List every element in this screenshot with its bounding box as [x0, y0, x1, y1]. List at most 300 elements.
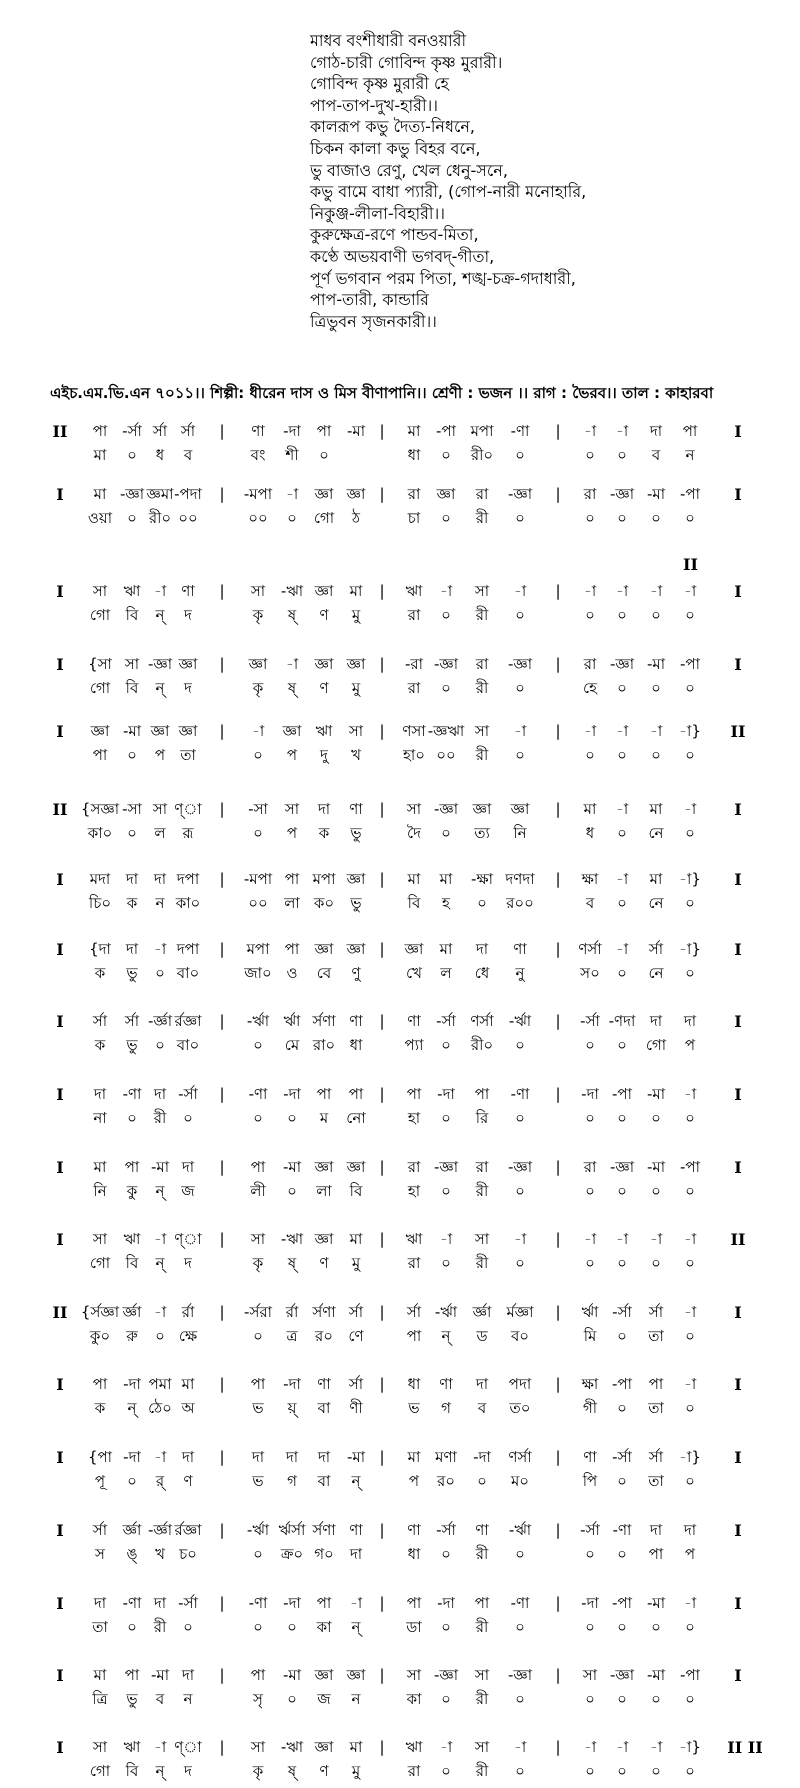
beat-divider: | — [555, 1375, 561, 1393]
lyric-syllable: চ০ — [179, 1545, 197, 1563]
beat-divider: | — [555, 1448, 561, 1466]
lyric-syllable: খ — [351, 746, 361, 764]
lyric-syllable: ০ — [319, 446, 329, 464]
lyric-syllable: ০ — [477, 1472, 487, 1490]
swara-note: দা — [125, 940, 139, 958]
swara-note: ণা — [181, 582, 195, 600]
swara-note: সা — [250, 1230, 266, 1248]
lyric-syllable: মা — [93, 446, 107, 464]
lyric-syllable: ব — [585, 894, 595, 912]
swara-note: {সা — [88, 655, 112, 673]
bar-line-end: I — [734, 870, 742, 889]
lyric-syllable: ০ — [617, 894, 627, 912]
lyric-syllable: ০ — [651, 1109, 661, 1127]
swara-note: -জ্ঞা — [433, 655, 459, 673]
swara-note: মদা — [89, 870, 111, 888]
lyric-line: ভু বাজাও রেণু, খেল ধেনু-সনে, — [310, 160, 508, 180]
lyric-syllable: লা — [284, 894, 300, 912]
swara-note: -র্ঋা — [246, 1012, 270, 1030]
lyric-syllable: ০ — [253, 1109, 263, 1127]
swara-note: ণা — [583, 1448, 597, 1466]
lyric-syllable: ধা — [349, 1036, 363, 1054]
swara-note: মা — [583, 800, 597, 818]
swara-note: র্ঋর্সা — [278, 1521, 306, 1539]
lyric-syllable: ০ — [685, 1618, 695, 1636]
bar-line-start: I — [56, 722, 64, 741]
lyric-syllable: প — [684, 1036, 696, 1054]
lyric-syllable: ০ — [127, 824, 137, 842]
notation-row — [0, 1230, 800, 1276]
swara-note: ক্ষা — [581, 1375, 599, 1393]
swara-note: -দা — [581, 1594, 599, 1612]
swara-note: জ্ঞা — [248, 655, 268, 673]
notation-row — [0, 655, 800, 701]
swara-note: -া} — [679, 1448, 701, 1466]
lyric-syllable: ০ — [651, 1762, 661, 1780]
lyric-syllable: বা — [317, 1472, 331, 1490]
lyric-syllable: লা — [316, 1182, 332, 1200]
swara-note: পা — [250, 1158, 266, 1176]
lyric-syllable: দ — [184, 679, 192, 697]
swara-note: -ণা — [248, 1594, 268, 1612]
lyric-syllable: ম — [319, 1109, 329, 1127]
swara-note: জ্ঞা — [314, 582, 334, 600]
beat-divider: | — [219, 800, 225, 818]
lyric-syllable: ০ — [617, 1254, 627, 1272]
lyric-syllable: বি — [349, 1182, 363, 1200]
lyric-syllable: তা — [648, 1399, 664, 1417]
lyric-syllable: ০ — [651, 746, 661, 764]
swara-note: -ণা — [510, 1085, 530, 1103]
lyric-syllable: ০ — [617, 509, 627, 527]
lyric-syllable: রা — [407, 1762, 421, 1780]
lyric-syllable: দ — [184, 1254, 192, 1272]
lyric-syllable: প — [408, 1472, 420, 1490]
lyric-syllable: রী — [475, 1545, 489, 1563]
swara-note: জ্ঞা — [346, 940, 366, 958]
lyric-syllable: কা০ — [87, 824, 113, 842]
lyric-syllable: রী — [475, 1690, 489, 1708]
lyric-syllable: ভ — [252, 1472, 264, 1490]
swara-note: -া — [153, 582, 167, 600]
swara-note: জ্ঞা — [404, 940, 424, 958]
bar-line-end: I — [734, 1594, 742, 1613]
swara-note: র্সণা — [312, 1303, 336, 1321]
swara-note: -া — [583, 722, 597, 740]
notation-row — [0, 1666, 800, 1712]
lyric-syllable: ত০ — [509, 1399, 531, 1417]
bar-line-end: I — [734, 582, 742, 601]
lyric-syllable: ০ — [617, 1182, 627, 1200]
lyric-syllable: ০ — [441, 1545, 451, 1563]
swara-note: -া — [153, 1448, 167, 1466]
beat-divider: | — [555, 1738, 561, 1756]
lyric-line: কুরুক্ষেত্র-রণে পান্ডব-মিতা, — [310, 225, 479, 245]
lyric-syllable: ০ — [685, 746, 695, 764]
swara-note: র্জ্ঞা — [122, 1521, 142, 1539]
lyric-syllable: ০ — [441, 1690, 451, 1708]
swara-note: -ণা — [612, 1521, 632, 1539]
lyric-syllable: ০ — [287, 1618, 297, 1636]
lyric-syllable: ০ — [155, 1327, 165, 1345]
swara-note: ণা — [317, 1375, 331, 1393]
lyric-syllable: ক — [94, 1036, 106, 1054]
swara-note: পা — [316, 422, 332, 440]
swara-note: -দা — [123, 1375, 141, 1393]
lyric-syllable: ণী — [349, 1399, 363, 1417]
beat-divider: | — [379, 722, 385, 740]
bar-line-end: II — [730, 722, 746, 741]
lyric-syllable: নি — [513, 824, 527, 842]
swara-note: পা — [406, 1085, 422, 1103]
lyric-syllable: ০ — [515, 1254, 525, 1272]
beat-divider: | — [379, 485, 385, 503]
beat-divider: | — [219, 940, 225, 958]
swara-note: পা — [682, 422, 698, 440]
swara-note: ঋা — [405, 1738, 423, 1756]
swara-note: -া — [583, 582, 597, 600]
lyric-syllable: চি০ — [88, 894, 112, 912]
lyric-syllable: ড — [476, 1327, 488, 1345]
lyric-syllable: দ — [184, 606, 192, 624]
lyric-syllable: ০ — [617, 1327, 627, 1345]
swara-note: মণা — [435, 1448, 457, 1466]
beat-divider: | — [219, 1594, 225, 1612]
swara-note: -া — [153, 1303, 167, 1321]
lyric-syllable: ০ — [515, 1109, 525, 1127]
lyric-syllable: ০ — [617, 964, 627, 982]
lyric-syllable: রা — [407, 679, 421, 697]
swara-note: সা — [406, 1666, 422, 1684]
beat-divider: | — [219, 1375, 225, 1393]
swara-note: সা — [474, 722, 490, 740]
lyric-line: গোঠ-চারী গোবিন্দ কৃষ্ণ মুরারী। — [310, 52, 503, 72]
swara-note: -ণদা — [608, 1012, 636, 1030]
lyric-syllable: ০ — [685, 964, 695, 982]
bar-line-start: I — [56, 1666, 64, 1685]
swara-note: জ্ঞা — [90, 722, 110, 740]
lyric-syllable: ০ — [441, 824, 451, 842]
lyric-syllable: গী — [582, 1399, 598, 1417]
swara-note: -জ্ঞা — [433, 800, 459, 818]
bar-line-start: I — [56, 1230, 64, 1249]
swara-note: -া — [285, 655, 299, 673]
swara-note: -র্সা — [580, 1012, 600, 1030]
lyric-syllable: ০ — [617, 1618, 627, 1636]
lyric-syllable: গো — [89, 1254, 111, 1272]
lyric-line: কভু বামে বাধা প্যারী, (গোপ-নারী মনোহারি, — [310, 182, 587, 202]
lyric-syllable: ০ — [515, 1182, 525, 1200]
swara-note: -া — [683, 1594, 697, 1612]
swara-note: ঋা — [405, 582, 423, 600]
lyric-syllable: ০ — [585, 1618, 595, 1636]
swara-note: -জ্ঞা — [507, 655, 533, 673]
lyric-syllable: বি — [125, 679, 139, 697]
lyric-line: নিকুঞ্জ-লীলা-বিহারী।। — [310, 203, 445, 223]
lyric-syllable: নে — [648, 964, 664, 982]
lyric-syllable: য়্ — [287, 1399, 297, 1417]
swara-note: জ্ঞা — [314, 1230, 334, 1248]
swara-note: পা — [406, 1594, 422, 1612]
lyric-syllable: ০ — [127, 1109, 137, 1127]
lyric-syllable: ব — [477, 1399, 487, 1417]
bar-line-end: I — [734, 1448, 742, 1467]
swara-note: রা — [407, 485, 421, 503]
lyric-syllable: না — [93, 1109, 107, 1127]
swara-note: র্মজ্ঞা — [506, 1303, 534, 1321]
swara-note: -া — [683, 1303, 697, 1321]
lyric-syllable: ন — [155, 894, 165, 912]
lyric-syllable: ব — [155, 1690, 165, 1708]
swara-note: সা — [250, 1738, 266, 1756]
swara-note: দা — [475, 940, 489, 958]
swara-note: রা — [475, 485, 489, 503]
swara-note: -র্সা — [178, 1594, 198, 1612]
swara-note: -র্সরা — [244, 1303, 272, 1321]
swara-note: -জ্ঞঋা — [427, 722, 465, 740]
swara-note: দা — [181, 1448, 195, 1466]
beat-divider: | — [555, 1230, 561, 1248]
notation-row — [0, 1521, 800, 1567]
lyric-syllable: বা — [317, 1399, 331, 1417]
swara-note: -া — [615, 722, 629, 740]
lyric-syllable: বি — [407, 894, 421, 912]
lyric-syllable: প — [286, 824, 298, 842]
lyric-syllable: জ — [181, 1182, 195, 1200]
swara-note: ঋা — [123, 1230, 141, 1248]
bar-line-end: I — [734, 485, 742, 504]
swara-note: -া — [649, 722, 663, 740]
swara-note: -মা — [346, 1448, 366, 1466]
lyric-syllable: নু — [515, 964, 525, 982]
lyric-syllable: ০ — [441, 1182, 451, 1200]
swara-note: জ্ঞা — [346, 870, 366, 888]
swara-note: -জ্ঞা — [609, 1158, 635, 1176]
lyric-syllable: ০ — [585, 606, 595, 624]
lyric-syllable: গো — [89, 1762, 111, 1780]
notation-row — [0, 1012, 800, 1058]
bar-line-start: II — [52, 422, 68, 441]
beat-divider: | — [379, 582, 385, 600]
lyric-syllable: ০ — [287, 1109, 297, 1127]
swara-note: র্রজ্ঞা — [174, 1521, 202, 1539]
lyric-syllable: গো — [89, 606, 111, 624]
swara-note: -জ্ঞা — [433, 1666, 459, 1684]
swara-note: ঋা — [123, 1738, 141, 1756]
lyric-syllable: বি — [125, 606, 139, 624]
swara-note: র্সা — [92, 1521, 108, 1539]
lyric-syllable: ০ — [127, 746, 137, 764]
swara-note: -া — [513, 722, 527, 740]
swara-note: -র্জ্ঞা — [147, 1521, 173, 1539]
swara-note: সা — [474, 1738, 490, 1756]
swara-note: -মা — [646, 1085, 666, 1103]
swara-note: সা — [582, 1666, 598, 1684]
swara-note: জ্ঞা — [178, 655, 198, 673]
notation-row — [0, 940, 800, 986]
lyric-syllable: ০ — [651, 1254, 661, 1272]
swara-note: দা — [475, 1375, 489, 1393]
swara-note: -া — [615, 1738, 629, 1756]
lyric-line: পাপ-তারী, কান্ডারি — [310, 290, 429, 310]
swara-note: দা — [649, 422, 663, 440]
lyric-syllable: হে — [583, 679, 597, 697]
swara-note: -া — [615, 422, 629, 440]
lyric-syllable: ০ — [585, 1545, 595, 1563]
lyric-syllable: গ — [441, 1399, 451, 1417]
beat-divider: | — [379, 1738, 385, 1756]
swara-note: ণা — [349, 1012, 363, 1030]
lyric-syllable: ০ — [617, 824, 627, 842]
swara-note: দা — [93, 1594, 107, 1612]
swara-note: -া — [683, 1375, 697, 1393]
lyric-syllable: ০ — [617, 1472, 627, 1490]
lyric-syllable: ০ — [585, 1182, 595, 1200]
swara-note: -মপা — [243, 485, 273, 503]
lyric-syllable: রা — [407, 1254, 421, 1272]
swara-note: -মা — [646, 485, 666, 503]
bar-line-start: I — [56, 1594, 64, 1613]
swara-note: -মা — [282, 1666, 302, 1684]
swara-note: -পা — [436, 422, 456, 440]
swara-note: -া — [615, 870, 629, 888]
lyric-syllable: রা — [407, 606, 421, 624]
swara-note: পা — [92, 422, 108, 440]
swara-note: পা — [250, 1666, 266, 1684]
swara-note: র্জ্ঞা — [122, 1303, 142, 1321]
lyric-syllable: ন — [685, 446, 695, 464]
swara-note: -পা — [612, 1375, 632, 1393]
beat-divider: | — [379, 1085, 385, 1103]
swara-note: ণসা — [402, 722, 426, 740]
bar-line-end: I — [734, 800, 742, 819]
swara-note: -জ্ঞা — [507, 1666, 533, 1684]
swara-note: -া} — [679, 870, 701, 888]
lyric-syllable: রী — [475, 746, 489, 764]
swara-note: র্সণা — [312, 1012, 336, 1030]
lyric-syllable: ০ — [441, 679, 451, 697]
swara-note: -দা — [123, 1448, 141, 1466]
lyric-syllable: পি — [582, 1472, 598, 1490]
swara-note: ণর্সা — [578, 940, 602, 958]
lyric-syllable: বি — [125, 1762, 139, 1780]
lyric-syllable: ০ — [515, 746, 525, 764]
lyric-syllable: ০ — [127, 1618, 137, 1636]
swara-note: -া — [285, 485, 299, 503]
lyric-syllable: রী০ — [470, 1036, 494, 1054]
swara-note: -ঋা — [280, 1738, 304, 1756]
lyric-syllable: ০ — [685, 606, 695, 624]
lyric-syllable: হা — [407, 1182, 421, 1200]
lyric-syllable: র্ — [155, 1472, 165, 1490]
swara-note: র্রা — [285, 1303, 299, 1321]
lyric-syllable: বং — [250, 446, 266, 464]
lyric-syllable: ০ — [183, 1618, 193, 1636]
swara-note: ক্ষা — [581, 870, 599, 888]
lyric-syllable: কু০ — [89, 1327, 111, 1345]
swara-note: -া} — [679, 722, 701, 740]
lyric-syllable: ০০ — [248, 894, 268, 912]
swara-note: -র্জ্ঞা — [147, 1012, 173, 1030]
swara-note: -া — [439, 1738, 453, 1756]
lyric-syllable: রি — [475, 1109, 489, 1127]
swara-note: মা — [407, 870, 421, 888]
swara-note: -জ্ঞা — [507, 1158, 533, 1176]
swara-note: মা — [93, 485, 107, 503]
lyric-syllable: ০ — [685, 1762, 695, 1780]
swara-note: ণা — [513, 940, 527, 958]
lyric-syllable: ০ — [253, 1327, 263, 1345]
lyric-syllable: ০ — [127, 509, 137, 527]
lyric-syllable: কা — [406, 1690, 422, 1708]
swara-note: মা — [349, 1738, 363, 1756]
bar-line-start: I — [56, 1738, 64, 1757]
swara-note: মা — [407, 1448, 421, 1466]
swara-note: -সা — [122, 800, 142, 818]
beat-divider: | — [379, 1375, 385, 1393]
swara-note: ণা — [349, 800, 363, 818]
swara-note: -দা — [473, 1448, 491, 1466]
swara-note: মা — [93, 1158, 107, 1176]
lyric-syllable: ০ — [685, 1182, 695, 1200]
swara-note: দা — [317, 800, 331, 818]
swara-note: -পা — [612, 1594, 632, 1612]
lyric-syllable: ণে — [348, 1327, 364, 1345]
swara-note: মপা — [246, 940, 270, 958]
lyric-syllable: ০ — [617, 1545, 627, 1563]
swara-note: জ্ঞা — [282, 722, 302, 740]
swara-note: মা — [407, 422, 421, 440]
lyric-syllable: ০ — [617, 746, 627, 764]
lyric-syllable: ০ — [183, 1109, 193, 1127]
lyric-syllable: ০ — [685, 824, 695, 842]
swara-note: রা — [583, 485, 597, 503]
swara-note: -া — [649, 582, 663, 600]
bar-line-end: I — [734, 1666, 742, 1685]
swara-note: মা — [349, 582, 363, 600]
beat-divider: | — [219, 1521, 225, 1539]
swara-note: -ক্ষা — [471, 870, 493, 888]
swara-note: ণা — [407, 1012, 421, 1030]
swara-note: ণ্া — [174, 1738, 202, 1756]
lyric-syllable: ষ্ — [287, 679, 297, 697]
swara-note: সা — [474, 1230, 490, 1248]
swara-note: -মপা — [243, 870, 273, 888]
swara-note: দা — [93, 1085, 107, 1103]
lyric-syllable: ষ্ — [287, 1762, 297, 1780]
swara-note: জ্ঞা — [346, 1666, 366, 1684]
swara-note: ঋা — [315, 722, 333, 740]
lyric-syllable: ০০ — [436, 746, 456, 764]
swara-note: -মা — [282, 1158, 302, 1176]
swara-note: র্সা — [348, 1303, 364, 1321]
lyric-syllable: ০ — [617, 606, 627, 624]
lyric-syllable: ম০ — [510, 1472, 530, 1490]
swara-note: -পদা — [174, 485, 202, 503]
lyric-syllable: রী০ — [470, 446, 494, 464]
lyric-syllable: তা — [92, 1618, 108, 1636]
lyric-line: পূর্ণ ভগবান পরম পিতা, শঙ্খ-চক্র-গদাধারী, — [310, 268, 576, 288]
beat-divider: | — [219, 722, 225, 740]
lyric-syllable: ০ — [253, 746, 263, 764]
lyric-syllable: ন্ — [351, 1472, 361, 1490]
lyric-syllable: খ — [155, 1545, 165, 1563]
lyric-syllable: সৃ — [253, 1690, 263, 1708]
lyric-syllable: ন্ — [441, 1327, 451, 1345]
swara-note: জ্ঞা — [314, 1738, 334, 1756]
lyric-syllable: ০ — [127, 446, 137, 464]
swara-note: -া — [349, 1594, 363, 1612]
